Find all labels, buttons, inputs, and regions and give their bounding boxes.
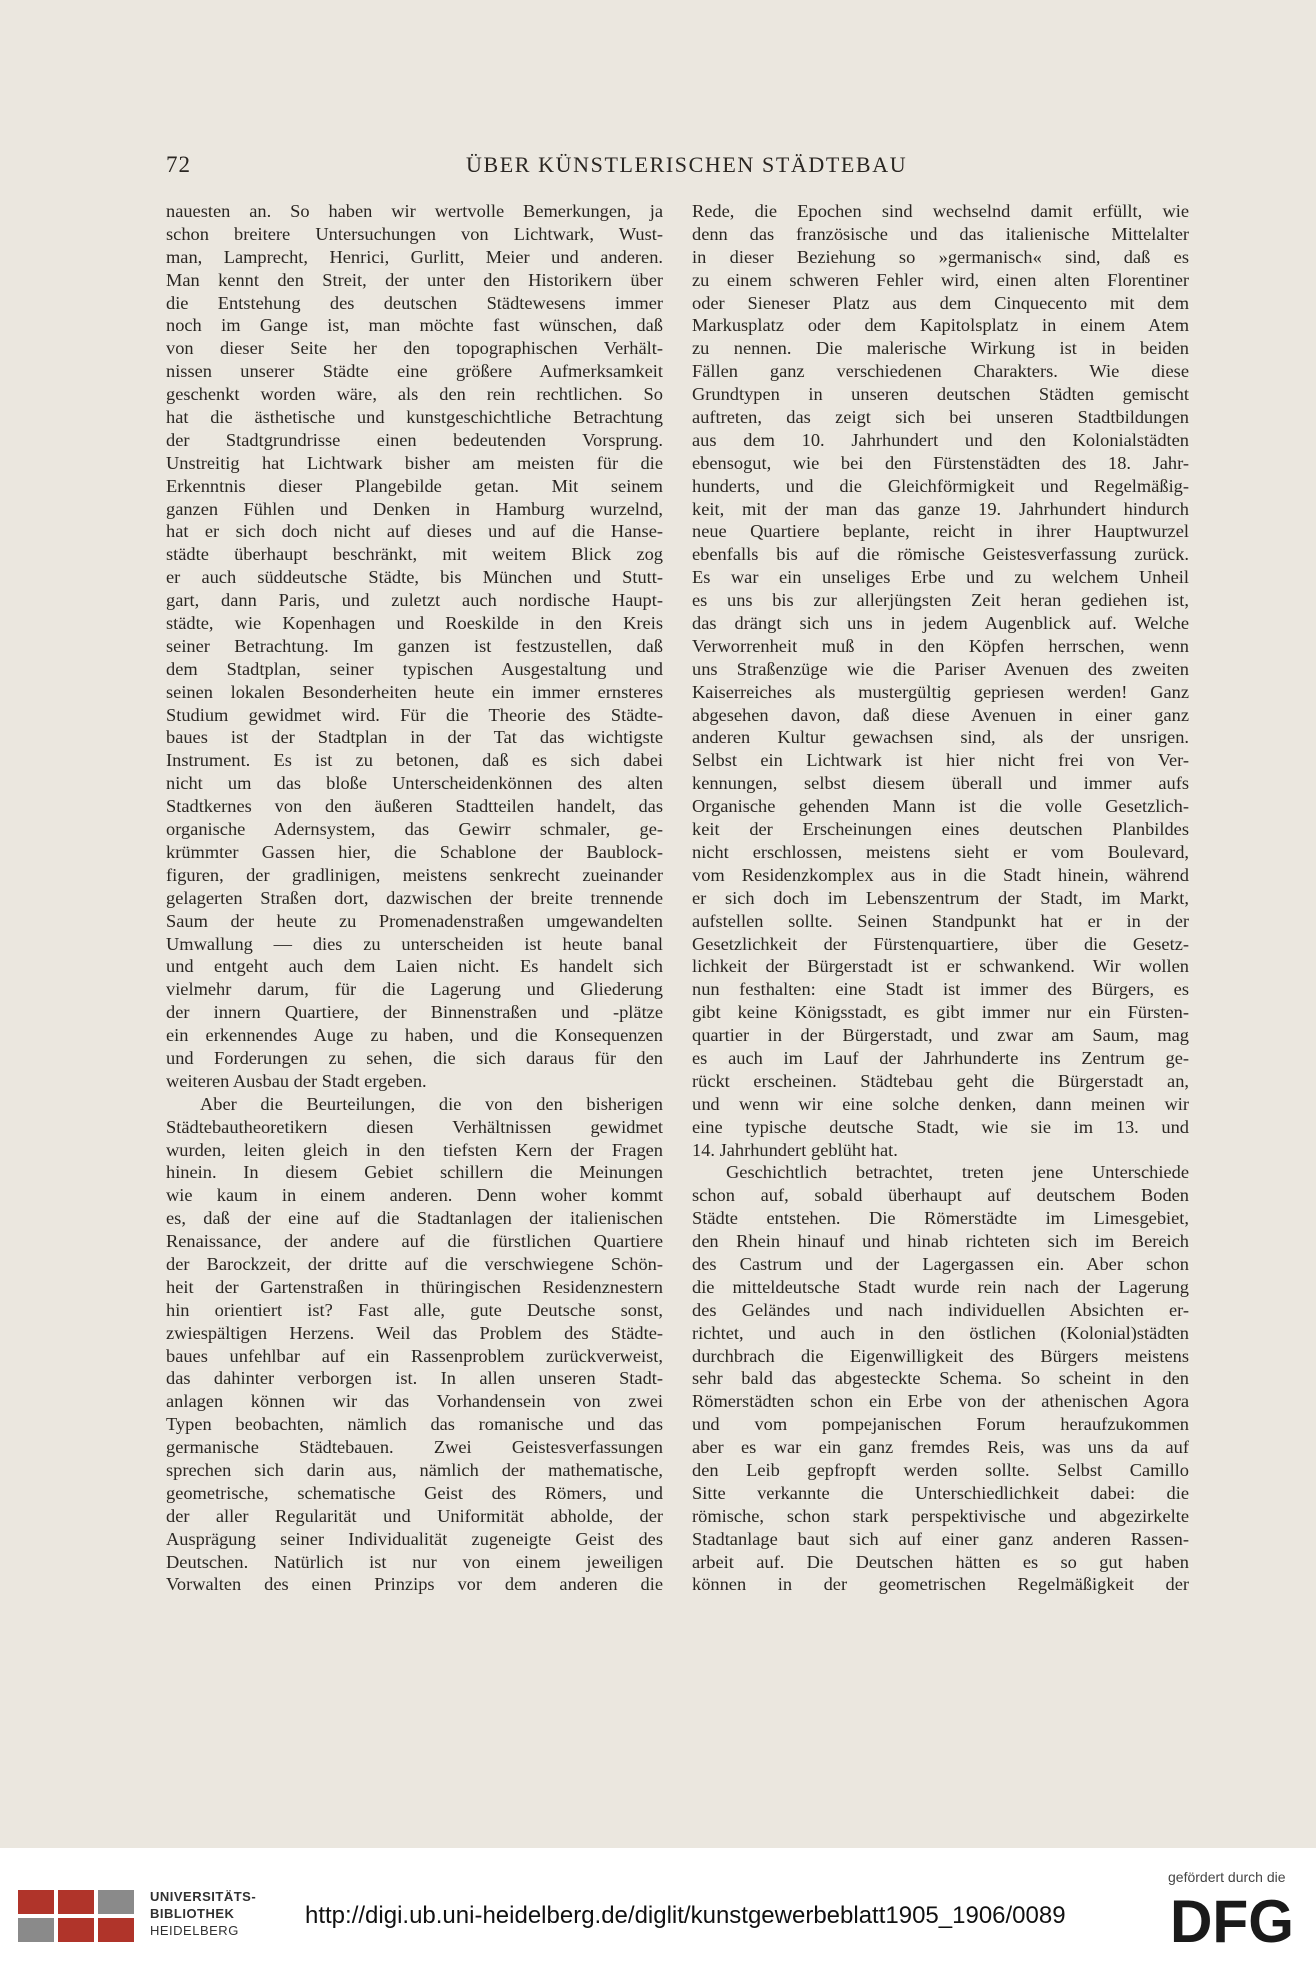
text-line: seiner Betrachtung. Im ganzen ist festzustellen, daß: [166, 635, 663, 656]
text-line: nun festhalten: eine Stadt ist immer des Bürgers, es: [692, 979, 1189, 1000]
university-library-logo-icon: [18, 1888, 142, 1944]
text-line: sprechen sich darin aus, nämlich der mathematische,: [166, 1459, 663, 1480]
text-line: Kaiserreiches als mustergültig gepriesen werden! Ganz: [692, 681, 1189, 702]
text-line: Selbst ein Lichtwark ist hier nicht frei von Ver-: [692, 750, 1189, 771]
text-line: hat die ästhetische und kunstgeschichtliche Betrachtung: [166, 407, 663, 428]
text-line: Deutschen. Natürlich ist nur von einem jeweiligen: [166, 1551, 663, 1572]
text-line: Sitte verkannte die Unterschiedlichkeit dabei: die: [692, 1482, 1189, 1503]
text-line: keit, mit der man das ganze 19. Jahrhundert hindurch: [692, 498, 1189, 519]
text-line: uns Straßenzüge wie die Pariser Avenuen des zweiten: [692, 658, 1189, 679]
text-line: in dieser Beziehung so »germanisch« sind, daß es: [692, 246, 1189, 267]
text-line: organische Adernsystem, das Gewirr schmaler, ge-: [166, 819, 663, 840]
text-line: Studium gewidmet wird. Für die Theorie des Städte-: [166, 704, 663, 725]
text-line: Vorwalten des einen Prinzips vor dem anderen die: [166, 1574, 663, 1595]
text-line: zu einem schweren Fehler wird, einen alten Florentiner: [692, 269, 1189, 290]
text-line: sehr bald das abgesteckte Schema. So scheint in den: [692, 1368, 1189, 1389]
text-line: krümmter Gassen hier, die Schablone der Baublock-: [166, 841, 663, 862]
text-line: der aller Regularität und Uniformität abholde, der: [166, 1505, 663, 1526]
text-line: Stadtanlage baut sich auf einer ganz anderen Rassen-: [692, 1528, 1189, 1549]
library-name-line3: HEIDELBERG: [150, 1923, 239, 1938]
text-line: vom Residenzkomplex aus in die Stadt hinein, während: [692, 864, 1189, 885]
text-line: zu nennen. Die malerische Wirkung ist in beiden: [692, 338, 1189, 359]
text-line: und Forderungen zu sehen, die sich daraus für den: [166, 1047, 663, 1068]
text-line: Ausprägung seiner Individualität zugeneigte Geist des: [166, 1528, 663, 1549]
text-line: denn das französische und das italienische Mittelalter: [692, 223, 1189, 244]
page-number: 72: [166, 152, 191, 177]
text-line: des Castrum und der Lagergassen ein. Aber schon: [692, 1253, 1189, 1274]
funding-caption: gefördert durch die: [1168, 1869, 1286, 1885]
text-line: quartier in der Bürgerstadt, und zwar am Saum, mag: [692, 1025, 1189, 1046]
text-line: gart, dann Paris, und zuletzt auch nordische Haupt-: [166, 590, 663, 611]
text-line: und vom pompejanischen Forum heraufzukommen: [692, 1414, 1189, 1435]
text-line: durchbrach die Eigenwilligkeit des Bürgers meistens: [692, 1345, 1189, 1366]
text-line: römische, schon stark perspektivische und abgezirkelte: [692, 1505, 1189, 1526]
text-line: richtet, und auch in den östlichen (Kolonial)städten: [692, 1322, 1189, 1343]
text-line: von dieser Seite her den topographischen Verhält-: [166, 338, 663, 359]
text-line: Es war ein unseliges Erbe und zu welchem Unheil: [692, 567, 1189, 588]
text-line: des Geländes und nach individuellen Absichten er-: [692, 1299, 1189, 1320]
text-line: gibt keine Königsstadt, es gibt immer nur ein Fürsten-: [692, 1002, 1189, 1023]
text-line: hin orientiert ist? Fast alle, gute Deutsche sonst,: [166, 1299, 663, 1320]
text-line: auftreten, das zeigt sich bei unseren Stadtbildungen: [692, 407, 1189, 428]
text-line: der Barockzeit, der dritte auf die verschwiegene Schön-: [166, 1253, 663, 1274]
text-line: Grundtypen in unseren deutschen Städten gemischt: [692, 384, 1189, 405]
text-line: Umwallung — dies zu unterscheiden ist heute banal: [166, 933, 663, 954]
text-line: den Leib gepfropft werden sollte. Selbst Camillo: [692, 1459, 1189, 1480]
text-line: der Stadtgrundrisse einen bedeutenden Vorsprung.: [166, 429, 663, 450]
text-line: Renaissance, der andere auf die fürstlichen Quartiere: [166, 1231, 663, 1252]
text-line: keit der Erscheinungen eines deutschen Planbildes: [692, 819, 1189, 840]
text-line: es auch im Lauf der Jahrhunderte ins Zentrum ge-: [692, 1047, 1189, 1068]
text-line: Geschichtlich betrachtet, treten jene Unterschiede: [726, 1162, 1189, 1183]
running-title: ÜBER KÜNSTLERISCHEN STÄDTEBAU: [466, 152, 908, 177]
text-line: Verworrenheit muß in den Köpfen herrschen, wenn: [692, 635, 1189, 656]
text-line: Typen beobachten, nämlich das romanische und das: [166, 1414, 663, 1435]
text-line: geschenkt worden wäre, als den rein rechtlichen. So: [166, 384, 663, 405]
text-line: lichkeit der Bürgerstadt ist er schwankend. Wir wollen: [692, 956, 1189, 977]
text-line: Rede, die Epochen sind wechselnd damit erfüllt, wie: [692, 201, 1189, 221]
text-line: er auch süddeutsche Städte, bis München und Stutt-: [166, 567, 663, 588]
text-line: wurden, leiten gleich in den tiefsten Kern der Fragen: [166, 1139, 663, 1160]
text-line: können in der geometrischen Regelmäßigkeit der: [692, 1574, 1189, 1595]
text-line: die mitteldeutsche Stadt wurde rein nach der Lagerung: [692, 1276, 1189, 1297]
text-line: Erkenntnis dieser Plangebilde getan. Mit seinem: [166, 475, 663, 496]
text-line: eine typische deutsche Stadt, wie sie im 13. und: [692, 1116, 1189, 1137]
text-line: den Rhein hinauf und hinab richteten sich im Bereich: [692, 1231, 1189, 1252]
dfg-logo-icon: [1168, 1890, 1298, 1948]
text-line: geometrische, schematische Geist des Römers, und: [166, 1482, 663, 1503]
text-line: er sich doch im Lebenszentrum der Stadt, im Markt,: [692, 887, 1189, 908]
text-line: germanische Städtebauen. Zwei Geistesverfassungen: [166, 1437, 663, 1458]
text-line: schon breitere Untersuchungen von Lichtwark, Wust-: [166, 223, 663, 244]
text-line: man, Lamprecht, Henrici, Gurlitt, Meier und anderen.: [166, 246, 663, 267]
text-line: wie kaum in einem anderen. Denn woher kommt: [166, 1185, 663, 1206]
svg-text:DFG: DFG: [1170, 1890, 1294, 1948]
text-line: aus dem 10. Jahrhundert und den Kolonialstädten: [692, 429, 1189, 450]
text-line: kennungen, selbst diesem überall und immer aufs: [692, 773, 1189, 794]
text-line: baues ist der Stadtplan in der Tat das wichtigste: [166, 727, 663, 748]
text-line: schon auf, sobald überhaupt auf deutschem Boden: [692, 1185, 1189, 1206]
text-line: weiteren Ausbau der Stadt ergeben.: [166, 1070, 427, 1091]
text-column-right: [692, 200, 1189, 1596]
text-line: der innern Quartiere, der Binnenstraßen und -plätze: [166, 1002, 663, 1023]
text-line: vielmehr darum, für die Lagerung und Gliederung: [166, 979, 663, 1000]
text-line: aufstellen sollte. Seinen Standpunkt hat er in der: [692, 910, 1189, 931]
text-line: seinen lokalen Besonderheiten heute ein immer ernsteres: [166, 681, 663, 702]
text-line: abgesehen davon, daß diese Avenuen in einer ganz: [692, 704, 1189, 725]
text-line: oder Sieneser Platz aus dem Cinquecento mit dem: [692, 292, 1189, 313]
text-line: Römerstädten schon ein Erbe von der athenischen Agora: [692, 1391, 1189, 1412]
text-line: ebensogut, wie bei den Fürstenstädten des 18. Jahr-: [692, 452, 1189, 473]
text-line: nicht erschlossen, meistens sieht er vom Boulevard,: [692, 841, 1189, 862]
text-line: anlagen können wir das Vorhandensein von zwei: [166, 1391, 663, 1412]
text-line: es, daß der eine auf die Stadtanlagen der italienischen: [166, 1208, 663, 1229]
text-line: figuren, der gradlinigen, meistens senkrecht zueinander: [166, 864, 663, 885]
text-line: 14. Jahrhundert geblüht hat.: [692, 1139, 898, 1160]
text-line: es uns bis zur allerjüngsten Zeit heran gediehen ist,: [692, 590, 1189, 611]
text-line: nicht um das bloße Unterscheidenkönnen des alten: [166, 773, 663, 794]
text-line: Aber die Beurteilungen, die von den bisherigen: [200, 1093, 663, 1114]
text-line: nissen unserer Städte eine größere Aufmerksamkeit: [166, 361, 663, 382]
library-name-line1: UNIVERSITÄTS-: [150, 1889, 257, 1904]
text-line: Instrument. Es ist zu betonen, daß es sich dabei: [166, 750, 663, 771]
text-line: baues unfehlbar auf ein Rassenproblem zurückverweist,: [166, 1345, 663, 1366]
text-line: hat er sich doch nicht auf dieses und auf die Hanse-: [166, 521, 663, 542]
text-line: ein erkennendes Auge zu haben, und die Konsequenzen: [166, 1025, 663, 1046]
text-line: Stadtkernes von den äußeren Stadtteilen handelt, das: [166, 796, 663, 817]
library-name-line2: BIBLIOTHEK: [150, 1906, 235, 1921]
text-line: Gesetzlichkeit der Fürstenquartiere, über die Gesetz-: [692, 933, 1189, 954]
text-line: Man kennt den Streit, der unter den Historikern über: [166, 269, 663, 290]
text-line: Unstreitig hat Lichtwark bisher am meisten für die: [166, 452, 663, 473]
text-line: hunderts, und die Gleichförmigkeit und Regelmäßig-: [692, 475, 1189, 496]
text-line: das dahinter verborgen ist. In allen unseren Stadt-: [166, 1368, 663, 1389]
text-line: nauesten an. So haben wir wertvolle Bemerkungen, ja: [166, 201, 663, 221]
text-line: die Entstehung des deutschen Städtewesens immer: [166, 292, 663, 313]
text-line: anderen Kultur gewachsen sind, als der unsrigen.: [692, 727, 1189, 748]
text-line: gelagerten Straßen dort, dazwischen der breite trennende: [166, 887, 663, 908]
text-line: neue Quartiere beplante, reicht in ihrer Hauptwurzel: [692, 521, 1189, 542]
text-line: Saum der heute zu Promenadenstraßen umgewandelten: [166, 910, 663, 931]
text-line: Markusplatz oder dem Kapitolsplatz in einem Atem: [692, 315, 1189, 336]
text-line: noch im Gange ist, man möchte fast wünschen, daß: [166, 315, 663, 336]
text-line: städte, wie Kopenhagen und Roeskilde in den Kreis: [166, 613, 663, 634]
viewer-footer: [0, 1848, 1316, 1970]
text-column-left: [166, 200, 663, 1596]
text-line: ganzen Fühlen und Denken in Hamburg wurzelnd,: [166, 498, 663, 519]
text-line: zwiespältigen Herzens. Weil das Problem des Städte-: [166, 1322, 663, 1343]
text-line: aber es war ein ganz fremdes Reis, was uns da auf: [692, 1437, 1189, 1458]
text-line: Fällen ganz verschiedenen Charakters. Wie diese: [692, 361, 1189, 382]
text-line: heit der Gartenstraßen in thüringischen Residenznestern: [166, 1276, 663, 1297]
text-line: Organische gehenden Mann ist die volle Gesetzlich-: [692, 796, 1189, 817]
text-line: hinein. In diesem Gebiet schillern die Meinungen: [166, 1162, 663, 1183]
text-line: städte überhaupt beschränkt, mit weitem Blick zog: [166, 544, 663, 565]
text-line: und wenn wir eine solche denken, dann meinen wir: [692, 1093, 1189, 1114]
text-line: dem Stadtplan, seiner typischen Ausgestaltung und: [166, 658, 663, 679]
text-line: ebenfalls bis auf die römische Geistesverfassung zurück.: [692, 544, 1189, 565]
text-line: das drängt sich uns in jedem Augenblick auf. Welche: [692, 613, 1189, 634]
text-line: und entgeht auch dem Laien nicht. Es handelt sich: [166, 956, 663, 977]
text-line: Städtebautheoretikern diesen Verhältnissen gewidmet: [166, 1116, 663, 1137]
permalink-url[interactable]: http://digi.ub.uni-heidelberg.de/diglit/kunstgewerbeblatt1905_1906/0089: [305, 1902, 1066, 1929]
text-line: arbeit auf. Die Deutschen hätten es so gut haben: [692, 1551, 1189, 1572]
text-line: Städte entstehen. Die Römerstädte im Limesgebiet,: [692, 1208, 1189, 1229]
text-line: rückt erscheinen. Städtebau geht die Bürgerstadt an,: [692, 1070, 1189, 1091]
